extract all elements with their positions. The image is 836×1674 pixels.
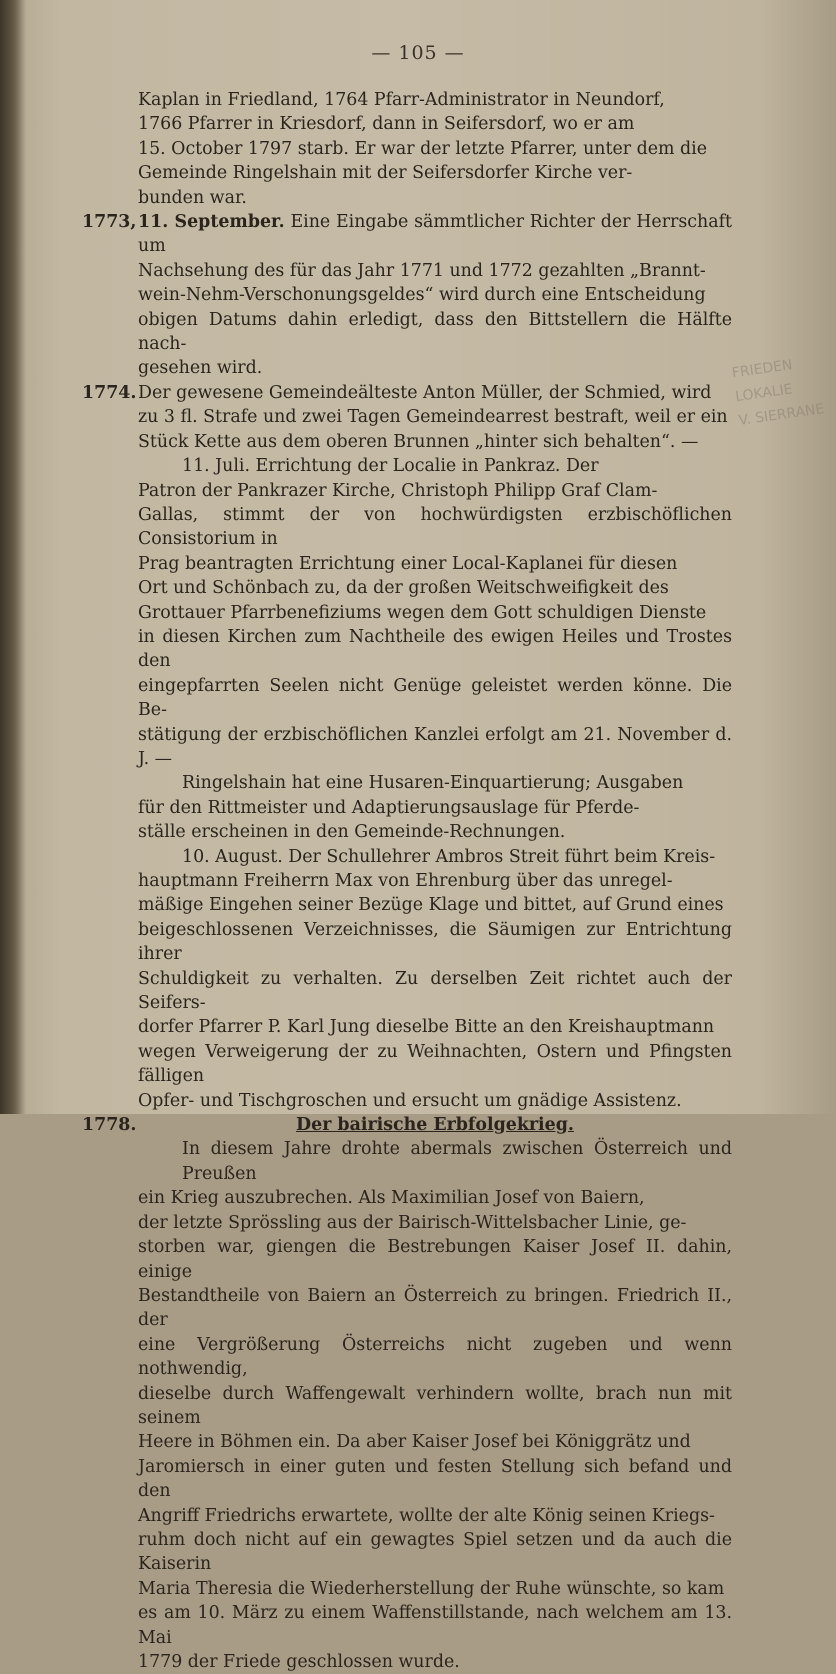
- text-line: der letzte Sprössling aus der Bairisch-Wittelsbacher Linie, ge-: [138, 1212, 687, 1233]
- entry-1773: [82, 210, 732, 381]
- text-line: Ringelshain hat eine Husaren-Einquartierung; Ausgaben: [182, 773, 684, 794]
- page-body: [82, 88, 732, 1674]
- text-line: zu 3 fl. Strafe und zwei Tagen Gemeindearrest bestraft, weil er ein: [138, 407, 728, 428]
- text-line: mäßige Eingehen seiner Bezüge Klage und bittet, auf Grund eines: [138, 895, 724, 916]
- text-line: Schuldigkeit zu verhalten. Zu derselben Zeit richtet auch der Seifers-: [138, 968, 732, 1014]
- entry-1774: [82, 381, 732, 454]
- text-line: Gemeinde Ringelshain mit der Seifersdorfer Kirche ver-: [138, 163, 633, 184]
- text-line: eine Vergrößerung Österreichs nicht zugeben und wenn nothwendig,: [138, 1334, 732, 1380]
- text-line: Nachsehung des für das Jahr 1771 und 1772 gezahlten „Brannt-: [138, 260, 706, 281]
- margin-note-line: FRIEDEN: [730, 357, 794, 382]
- book-gutter: [0, 0, 26, 1114]
- text-line: bunden war.: [138, 187, 247, 208]
- text-line: gesehen wird.: [138, 358, 263, 379]
- page-number: — 105 —: [371, 42, 465, 64]
- entry-date: 11. September.: [138, 212, 285, 233]
- text-line: ruhm doch nicht auf ein gewagtes Spiel setzen und da auch die Kaiserin: [138, 1529, 732, 1575]
- text-line: In diesem Jahre drohte abermals zwischen Österreich und Preußen: [182, 1139, 732, 1184]
- text-line: Stück Kette aus dem oberen Brunnen „hinter sich behalten“. —: [138, 431, 699, 452]
- text-line: Jaromiersch in einer guten und festen Stellung sich befand und den: [138, 1456, 732, 1502]
- text-line: Opfer- und Tischgroschen und ersucht um gnädige Assistenz.: [138, 1090, 682, 1111]
- paragraph-husaren: [82, 771, 732, 844]
- margin-note-line: LOKALIE: [734, 381, 794, 406]
- text-line: Heere in Böhmen ein. Da aber Kaiser Josef bei Königgrätz und: [138, 1432, 691, 1453]
- text-line: beigeschlossenen Verzeichnisses, die Säumigen zur Entrichtung ihrer: [138, 919, 732, 965]
- paragraph-date: 11. Juli.: [182, 456, 251, 477]
- text-line: dieselbe durch Waffengewalt verhindern wollte, brach nun mit seinem: [138, 1383, 732, 1428]
- text-line: wein-Nehm-Verschonungsgeldes“ wird durch eine Entscheidung: [138, 285, 706, 306]
- text-line: stätigung der erzbischöflichen Kanzlei erfolgt am 21. November d. J. —: [138, 724, 732, 769]
- entry-1778: [82, 1113, 732, 1137]
- year-label: 1774.: [82, 382, 137, 403]
- text-line: für den Rittmeister und Adaptierungsauslage für Pferde-: [138, 797, 640, 818]
- paragraph-date: 10. August.: [182, 846, 283, 867]
- text-line: Gallas, stimmt der von hochwürdigsten erzbischöflichen Consistorium in: [138, 504, 732, 550]
- paragraph-august: [82, 845, 732, 1113]
- margin-note-line: V. SIERRANE: [737, 401, 826, 429]
- text-line: ein Krieg auszubrechen. Als Maximilian Josef von Baiern,: [138, 1188, 645, 1209]
- text-line: Der gewesene Gemeindeälteste Anton Müller, der Schmied, wird: [138, 382, 712, 403]
- text-line: Bestandtheile von Baiern an Österreich zu bringen. Friedrich II., der: [138, 1285, 732, 1331]
- text-line: ställe erscheinen in den Gemeinde-Rechnungen.: [138, 822, 566, 843]
- text-line: 11. Juli. Errichtung der Localie in Pankraz. Der: [182, 456, 599, 477]
- paragraph-juli: [82, 454, 732, 771]
- section-heading: Der bairische Erbfolgekrieg.: [296, 1115, 574, 1136]
- text-line: wegen Verweigerung der zu Weihnachten, Ostern und Pfingsten fälligen: [138, 1041, 732, 1087]
- text-line: eingepfarrten Seelen nicht Genüge geleistet werden könne. Die Be-: [138, 675, 732, 721]
- text-line: dorfer Pfarrer P. Karl Jung dieselbe Bitte an den Kreishauptmann: [138, 1017, 715, 1038]
- text-line: Maria Theresia die Wiederherstellung der Ruhe wünschte, so kam: [138, 1578, 725, 1599]
- text-line: Angriff Friedrichs erwartete, wollte der alte König seinen Kriegs-: [138, 1505, 715, 1526]
- text-line: 1766 Pfarrer in Kriesdorf, dann in Seifersdorf, wo er am: [138, 114, 635, 135]
- text-line: Ort und Schönbach zu, da der großen Weitschweifigkeit des: [138, 578, 669, 599]
- text-line: 1779 der Friede geschlossen wurde.: [138, 1652, 460, 1672]
- year-label: 1778.: [82, 1115, 137, 1136]
- text-line: Prag beantragten Errichtung einer Local-Kaplanei für diesen: [138, 553, 678, 574]
- text-line: Patron der Pankrazer Kirche, Christoph Philipp Graf Clam-: [138, 480, 658, 501]
- paragraph-erbfolgekrieg: [82, 1137, 732, 1674]
- text-line: storben war, giengen die Bestrebungen Kaiser Josef II. dahin, einige: [138, 1237, 732, 1282]
- margin-pencil-note: [730, 349, 829, 433]
- text-line: obigen Datums dahin erledigt, dass den Bittstellern die Hälfte nach-: [138, 309, 732, 355]
- text-line: in diesen Kirchen zum Nachtheile des ewigen Heiles und Trostes den: [138, 626, 732, 672]
- text-line: 10. August. Der Schullehrer Ambros Streit führt beim Kreis-: [182, 846, 716, 867]
- year-label: 1773,: [82, 212, 137, 233]
- text-line: hauptmann Freiherrn Max von Ehrenburg über das unregel-: [138, 871, 673, 891]
- text-line: Grottauer Pfarrbenefiziums wegen dem Gott schuldigen Dienste: [138, 602, 707, 623]
- text-line: 15. October 1797 starb. Er war der letzte Pfarrer, unter dem die: [138, 138, 708, 159]
- text-line: 11. September. Eine Eingabe sämmtlicher Richter der Herrschaft um: [138, 212, 733, 257]
- text-line: es am 10. März zu einem Waffenstillstande, nach welchem am 13. Mai: [138, 1603, 732, 1648]
- intro-paragraph: [82, 88, 732, 210]
- text-line: Kaplan in Friedland, 1764 Pfarr-Administrator in Neundorf,: [138, 90, 665, 110]
